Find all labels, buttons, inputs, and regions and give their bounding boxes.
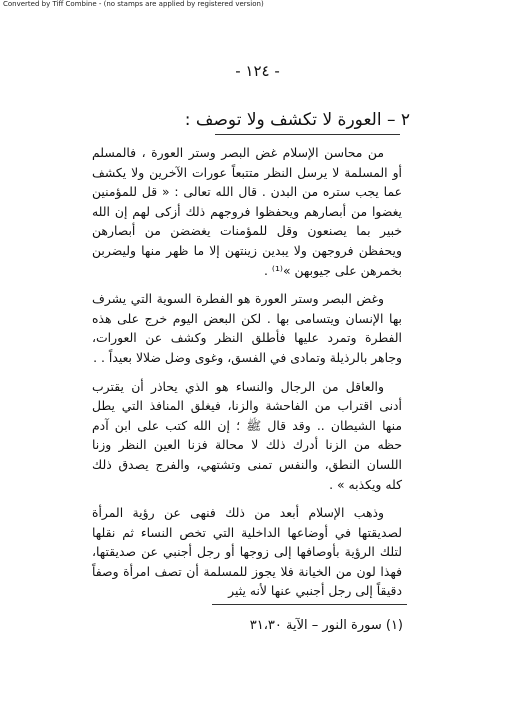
footnote: (١) سورة النور – الآية ٣١،٣٠ <box>249 618 403 633</box>
watermark-text: Converted by Tiff Combine - (no stamps are applied by registered version) <box>3 0 264 8</box>
page-number: - ١٢٤ - <box>235 62 280 80</box>
paragraph: من محاسن الإسلام غض البصر وستر العورة ، فالمسلم أو المسلمة لا يرسل النظر متتبعاً عورات الآخرين ولا يكشف عما يجب ستره من البدن . قال الله تعالى : « قل للمؤمنين يغضوا من أبصارهم ويحفظوا فروجهم ذلك أزكى لهم إن الله خبير بما يصنعون وقل للمؤمنات يغضضن من أبصارهن ويحفظن فروجهن ولا يبدين زينتهن إلا ما ظهر منها وليضربن بخمرهن على جيوبهن »⁽¹⁾ . <box>92 145 402 278</box>
body-text <box>92 143 402 610</box>
section-heading: ٢ – العورة لا تكشف ولا توصف : <box>184 110 410 130</box>
paragraph: وذهب الإسلام أبعد من ذلك فنهى عن رؤية المرأة لصديقتها في أوضاعها الداخلية التي تخص النساء ثم نقلها لتلك الرؤية بأوصافها إلى زوجها أو رجل أجنبي عن صديقتها، فهذا لون من الخيانة فلا يجوز للمسلمة أن تصف امرأة وصفاً دقيقاً إلى رجل أجنبي عنها لأنه يثير <box>92 505 402 599</box>
paragraph: والعاقل من الرجال والنساء هو الذي يحاذر أن يقترب أدنى اقتراب من الفاحشة والزنا، فيغلق المنافذ التي يطل منها الشيطان .. وقد قال ﷺ ؛ إن الله كتب على ابن آدم حظه من الزنا أدرك ذلك لا محالة فزنا العين النظر وزنا اللسان النطق، والنفس تمنى وتشتهي، والفرج يصدق ذلك كله ويكذبه » . <box>92 378 402 492</box>
paragraph: وغض البصر وستر العورة هو الفطرة السوية التي يشرف بها الإنسان ويتسامى بها . لكن البعض اليوم خرج على هذه الفطرة وتمرد عليها فأطلق النظر وكشف عن العورات، وجاهر بالرذيلة وتمادى في الفسق، وغوى وضل ضلالا بعيداً . . <box>92 291 402 365</box>
heading-underline <box>215 134 400 135</box>
footnote-separator <box>212 604 407 605</box>
